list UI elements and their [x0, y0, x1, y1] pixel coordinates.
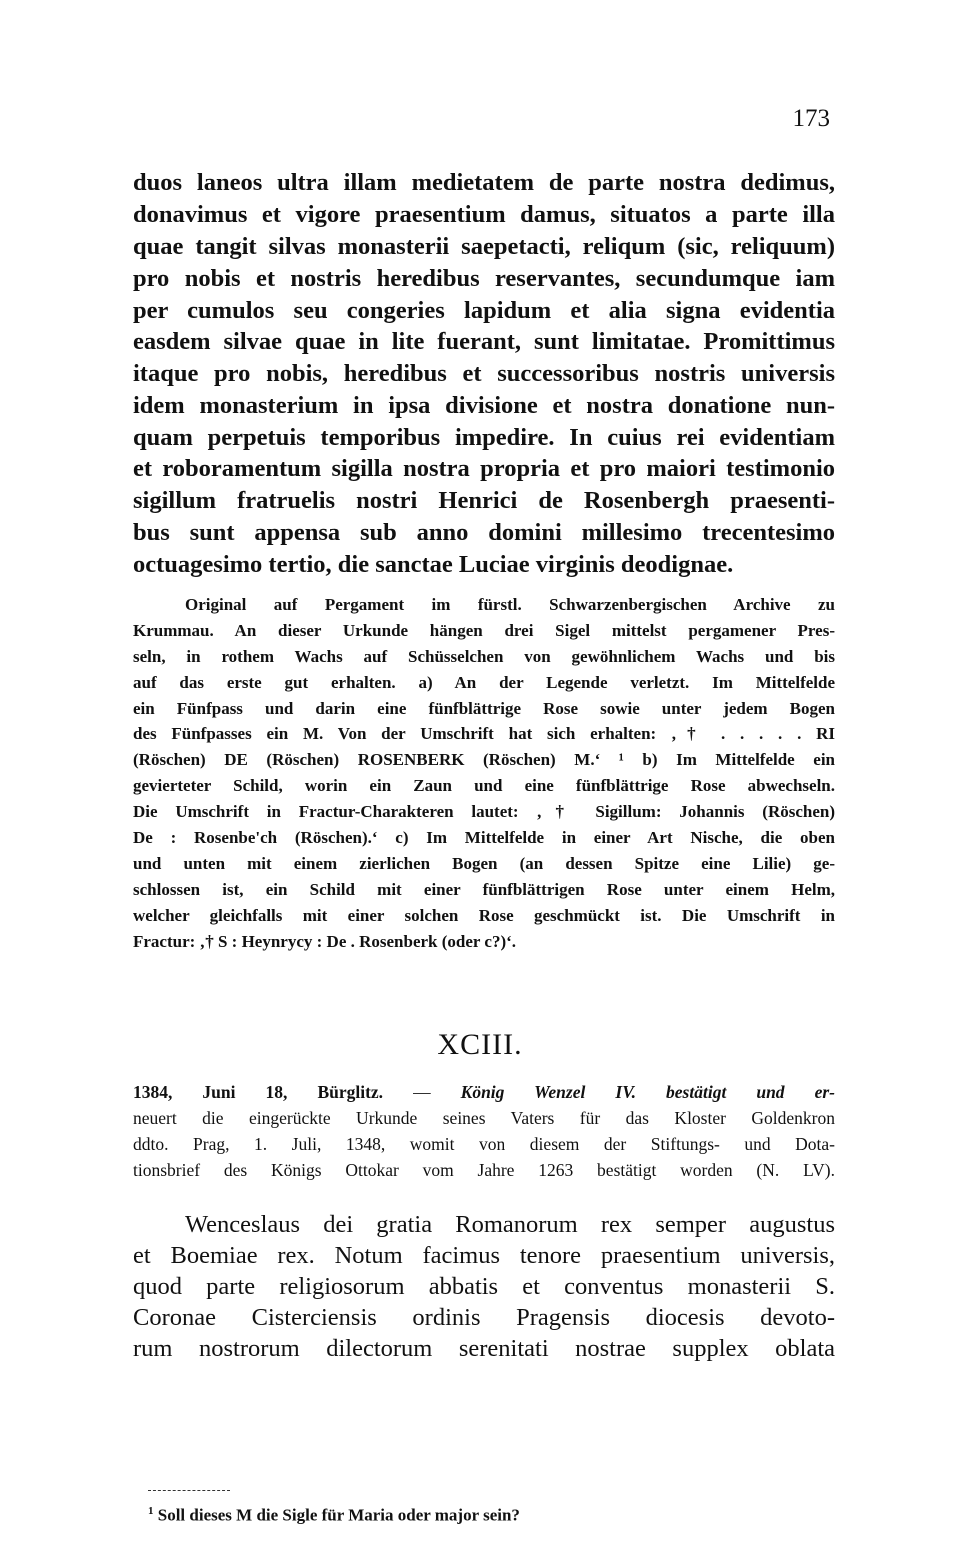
body-line: octuagesimo tertio, die sanctae Luciae virginis deodignae.: [133, 551, 734, 578]
regest-date-place: 1384, Juni 18, Bürglitz.: [133, 1082, 384, 1102]
regest-line: neuert die eingerückte Urkunde seines Vaters für das Kloster Goldenkron: [133, 1108, 835, 1128]
footnote-text: Soll dieses M die Sigle für Maria oder major sein?: [157, 1505, 520, 1525]
regest-dash: —: [413, 1082, 431, 1102]
body-line: idem monasterium in ipsa divisione et nostra donatione nun-: [133, 392, 835, 419]
note-line: Die Umschrift in Fractur-Charakteren lautet: ‚† Sigillum: Johannis (Röschen): [133, 802, 835, 821]
note-line: (Röschen) DE (Röschen) ROSENBERK (Röschen) M.‘ ¹ b) Im Mittelfelde ein: [133, 750, 835, 769]
body-line: quam perpetuis temporibus impedire. In cuius rei evidentiam: [133, 424, 835, 451]
body-line: sigillum fratruelis nostri Henrici de Rosenbergh praesenti-: [133, 487, 835, 514]
note-line: Krummau. An dieser Urkunde hängen drei Sigel mittelst pergamener Pres-: [133, 621, 835, 640]
note-line: schlossen ist, ein Schild mit einer fünfblättrigen Rose unter einem Helm,: [133, 880, 835, 899]
charter-line: rum nostrorum dilectorum serenitati nostrae supplex oblata: [133, 1335, 835, 1362]
charter-line: quod parte religiosorum abbatis et conventus monasterii S.: [133, 1273, 835, 1300]
footnote-marker: 1: [148, 1505, 154, 1517]
footnote: [148, 1500, 748, 1527]
note-line: ein Fünfpass und darin eine fünfblättrige Rose sowie unter jedem Bogen: [133, 699, 835, 718]
body-line: bus sunt appensa sub anno domini millesimo trecentesimo: [133, 519, 835, 546]
note-line: des Fünfpasses ein M. Von der Umschrift hat sich erhalten: ‚† . . . . . RI: [133, 724, 835, 743]
body-line: per cumulos seu congeries lapidum et alia signa evidentia: [133, 297, 835, 324]
note-line: und unten mit einem zierlichen Bogen (an dessen Spitze eine Lilie) ge-: [133, 854, 835, 873]
regest-line: ddto. Prag, 1. Juli, 1348, womit von diesem der Stiftungs- und Dota-: [133, 1134, 835, 1154]
note-line: gevierteter Schild, worin ein Zaun und eine fünfblättrige Rose abwechseln.: [133, 776, 835, 795]
note-line: seln, in rothem Wachs auf Schüsselchen von gewöhnlichem Wachs und bis: [133, 647, 835, 666]
footnote-rule: [148, 1490, 230, 1491]
charter-line: Wenceslaus dei gratia Romanorum rex semper augustus: [185, 1211, 835, 1238]
body-line: pro nobis et nostris heredibus reservantes, secundumque iam: [133, 265, 835, 292]
page-number: 173: [792, 105, 830, 132]
body-line: quae tangit silvas monasterii saepetacti, reliqum (sic, reliquum): [133, 233, 835, 260]
body-line: donavimus et vigore praesentium damus, situatos a parte illa: [133, 201, 835, 228]
note-line: Fractur: ‚† S : Heynrycy : De . Rosenberk (oder c?)‘.: [133, 932, 517, 951]
regest-line-rest: König Wenzel IV. bestätigt und er-: [460, 1082, 836, 1102]
note-line: De : Rosenbe'ch (Röschen).‘ c) Im Mittelfelde in einer Art Nische, die oben: [133, 828, 835, 847]
body-line: easdem silvae quae in lite fuerant, sunt limitatae. Promittimus: [133, 328, 835, 355]
body-line: et roboramentum sigilla nostra propria et pro maiori testimonio: [133, 455, 835, 482]
note-line: Original auf Pergament im fürstl. Schwarzenbergischen Archive zu: [185, 595, 835, 614]
regest-line: [133, 1079, 835, 1105]
charter-line: Coronae Cisterciensis ordinis Pragensis diocesis devoto-: [133, 1304, 835, 1331]
document-number: XCIII.: [437, 1028, 523, 1061]
note-line: auf das erste gut erhalten. a) An der Legende verletzt. Im Mittelfelde: [133, 673, 835, 692]
note-line: welcher gleichfalls mit einer solchen Rose geschmückt ist. Die Umschrift in: [133, 906, 835, 925]
body-line: itaque pro nobis, heredibus et successoribus nostris universis: [133, 360, 835, 387]
body-line: duos laneos ultra illam medietatem de parte nostra dedimus,: [133, 169, 835, 196]
charter-line: et Boemiae rex. Notum facimus tenore praesentium universis,: [133, 1242, 835, 1269]
regest-line: tionsbrief des Königs Ottokar vom Jahre 1263 bestätigt worden (N. LV).: [133, 1160, 835, 1180]
